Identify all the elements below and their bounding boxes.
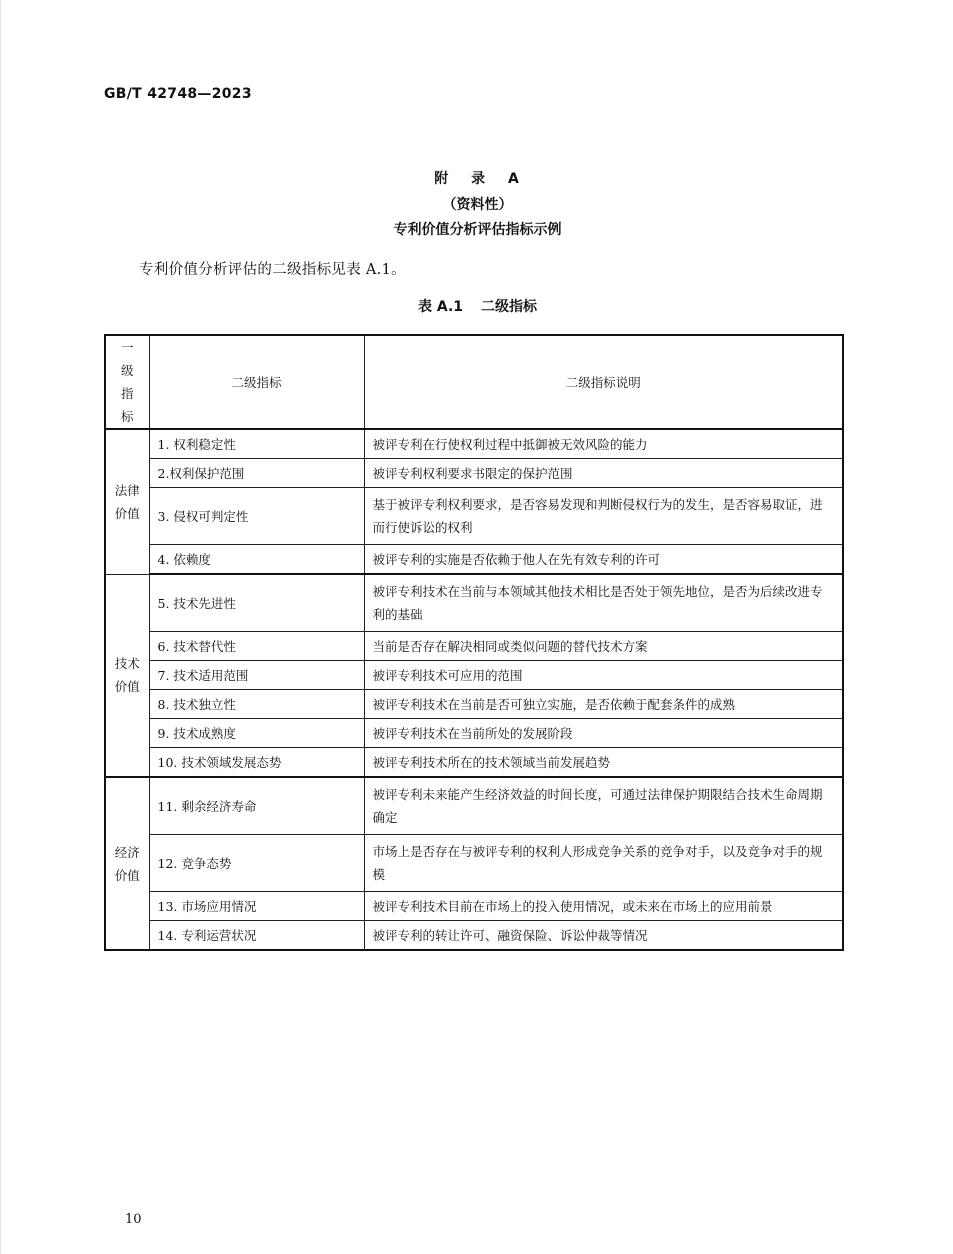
indicator-cell: 13. 市场应用情况	[149, 892, 364, 921]
table-row	[105, 661, 843, 690]
header-description: 二级指标说明	[364, 335, 843, 429]
table-caption-number: 表 A.1	[417, 299, 464, 315]
table-header-row	[105, 335, 843, 429]
table-row	[105, 719, 843, 748]
description-cell: 被评专利技术可应用的范围	[364, 661, 843, 690]
description-cell: 被评专利技术目前在市场上的投入使用情况，或未来在市场上的应用前景	[364, 892, 843, 921]
indicator-cell: 5. 技术先进性	[149, 574, 364, 632]
table-row	[105, 429, 843, 459]
table-caption-title: 二级指标	[481, 299, 538, 315]
table-row	[105, 835, 843, 892]
description-cell: 被评专利在行使权利过程中抵御被无效风险的能力	[364, 429, 843, 459]
indicator-cell: 3. 侵权可判定性	[149, 488, 364, 545]
page-number: 10	[125, 1212, 142, 1227]
indicator-cell: 8. 技术独立性	[149, 690, 364, 719]
description-cell: 被评专利未来能产生经济效益的时间长度，可通过法律保护期限结合技术生命周期确定	[364, 777, 843, 835]
table-row	[105, 632, 843, 661]
indicator-cell: 2.权利保护范围	[149, 459, 364, 488]
indicator-cell: 6. 技术替代性	[149, 632, 364, 661]
indicator-cell: 1. 权利稳定性	[149, 429, 364, 459]
intro-paragraph: 专利价值分析评估的二级指标见表 A.1。	[139, 262, 406, 278]
table-row	[105, 574, 843, 632]
indicator-cell: 7. 技术适用范围	[149, 661, 364, 690]
description-cell: 被评专利的实施是否依赖于他人在先有效专利的许可	[364, 545, 843, 575]
annex-title: 附 录 A	[434, 171, 521, 187]
indicator-cell: 14. 专利运营状况	[149, 921, 364, 951]
level1-cell: 技术价值	[105, 574, 149, 777]
description-cell: 当前是否存在解决相同或类似问题的替代技术方案	[364, 632, 843, 661]
annex-heading: 专利价值分析评估指标示例	[393, 222, 562, 238]
indicator-cell: 12. 竞争态势	[149, 835, 364, 892]
table-row	[105, 690, 843, 719]
level1-cell: 经济价值	[105, 777, 149, 950]
description-cell: 被评专利技术所在的技术领域当前发展趋势	[364, 748, 843, 778]
table-row	[105, 748, 843, 778]
indicator-cell: 9. 技术成熟度	[149, 719, 364, 748]
annex-subtitle: （资料性）	[442, 197, 513, 213]
header-level2: 二级指标	[149, 335, 364, 429]
standard-code: GB/T 42748—2023	[104, 86, 252, 102]
table-row	[105, 892, 843, 921]
table-row	[105, 545, 843, 575]
description-cell: 被评专利技术在当前与本领域其他技术相比是否处于领先地位，是否为后续改进专利的基础	[364, 574, 843, 632]
indicator-cell: 10. 技术领域发展态势	[149, 748, 364, 778]
table-row	[105, 777, 843, 835]
description-cell: 被评专利的转让许可、融资保险、诉讼仲裁等情况	[364, 921, 843, 951]
indicator-cell: 4. 依赖度	[149, 545, 364, 575]
description-cell: 市场上是否存在与被评专利的权利人形成竞争关系的竞争对手，以及竞争对手的规模	[364, 835, 843, 892]
level1-cell: 法律价值	[105, 429, 149, 574]
indicators-table	[104, 334, 844, 951]
table-row	[105, 488, 843, 545]
table-row	[105, 921, 843, 951]
table-caption	[1, 296, 953, 316]
description-cell: 被评专利技术在当前所处的发展阶段	[364, 719, 843, 748]
indicator-cell: 11. 剩余经济寿命	[149, 777, 364, 835]
description-cell: 基于被评专利权利要求，是否容易发现和判断侵权行为的发生，是否容易取证，进而行使诉讼的权利	[364, 488, 843, 545]
description-cell: 被评专利技术在当前是否可独立实施，是否依赖于配套条件的成熟	[364, 690, 843, 719]
table-row	[105, 459, 843, 488]
header-level1: 一级指标	[105, 335, 149, 429]
description-cell: 被评专利权利要求书限定的保护范围	[364, 459, 843, 488]
